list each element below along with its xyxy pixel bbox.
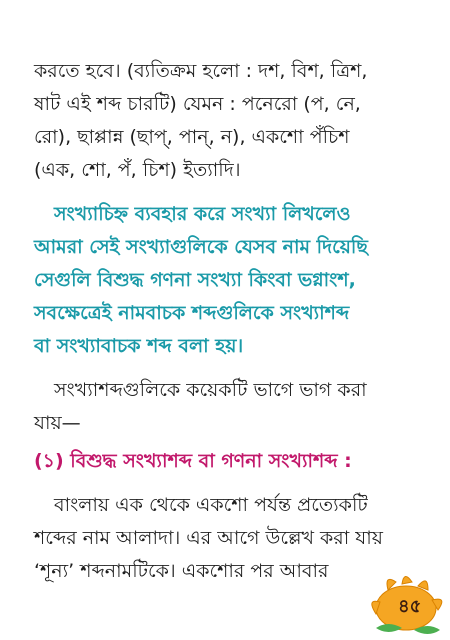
page-number: ৪৫ bbox=[398, 596, 422, 617]
text-line: বা সংখ্যাবাচক শব্দ বলা হয়। bbox=[34, 335, 244, 357]
text-line: রো), ছাপ্পান্ন (ছাপ্, পান্, ন), একশো পঁচিশ bbox=[34, 126, 350, 148]
text-line: ষাট এই শব্দ চারটি) যেমন : পনেরো (প, নে, bbox=[34, 93, 361, 115]
text-line: (এক, শো, পঁ, চিশ) ইত্যাদি। bbox=[34, 159, 241, 181]
text-line: সংখ্যাচিহ্ন ব্যবহার করে সংখ্যা লিখলেও bbox=[54, 203, 351, 225]
text-line: আমরা সেই সংখ্যাগুলিকে যেসব নাম দিয়েছি bbox=[34, 236, 368, 258]
text-line: যায়— bbox=[34, 412, 81, 434]
text-line: সংখ্যাশব্দগুলিকে কয়েকটি ভাগে ভাগ করা bbox=[54, 379, 367, 401]
section-heading: (১) বিশুদ্ধ সংখ্যাশব্দ বা গণনা সংখ্যাশব্দ : bbox=[34, 450, 352, 472]
page-number-badge bbox=[358, 570, 450, 640]
text-line: সেগুলি বিশুদ্ধ গণনা সংখ্যা কিংবা ভগ্নাংশ, bbox=[34, 269, 356, 291]
text-line: বাংলায় এক থেকে একশো পর্যন্ত প্রত্যেকটি bbox=[54, 494, 368, 516]
text-line: ‘শূন্য’ শব্দনামটিকে। একশোর পর আবার bbox=[34, 560, 329, 582]
text-line: করতে হবে। (ব্যতিক্রম হলো : দশ, বিশ, ত্রিশ, bbox=[34, 60, 368, 82]
text-line: সবক্ষেত্রেই নামবাচক শব্দগুলিকে সংখ্যাশব্দ bbox=[34, 302, 350, 324]
text-line: শব্দের নাম আলাদা। এর আগে উল্লেখ করা যায় bbox=[34, 527, 383, 549]
